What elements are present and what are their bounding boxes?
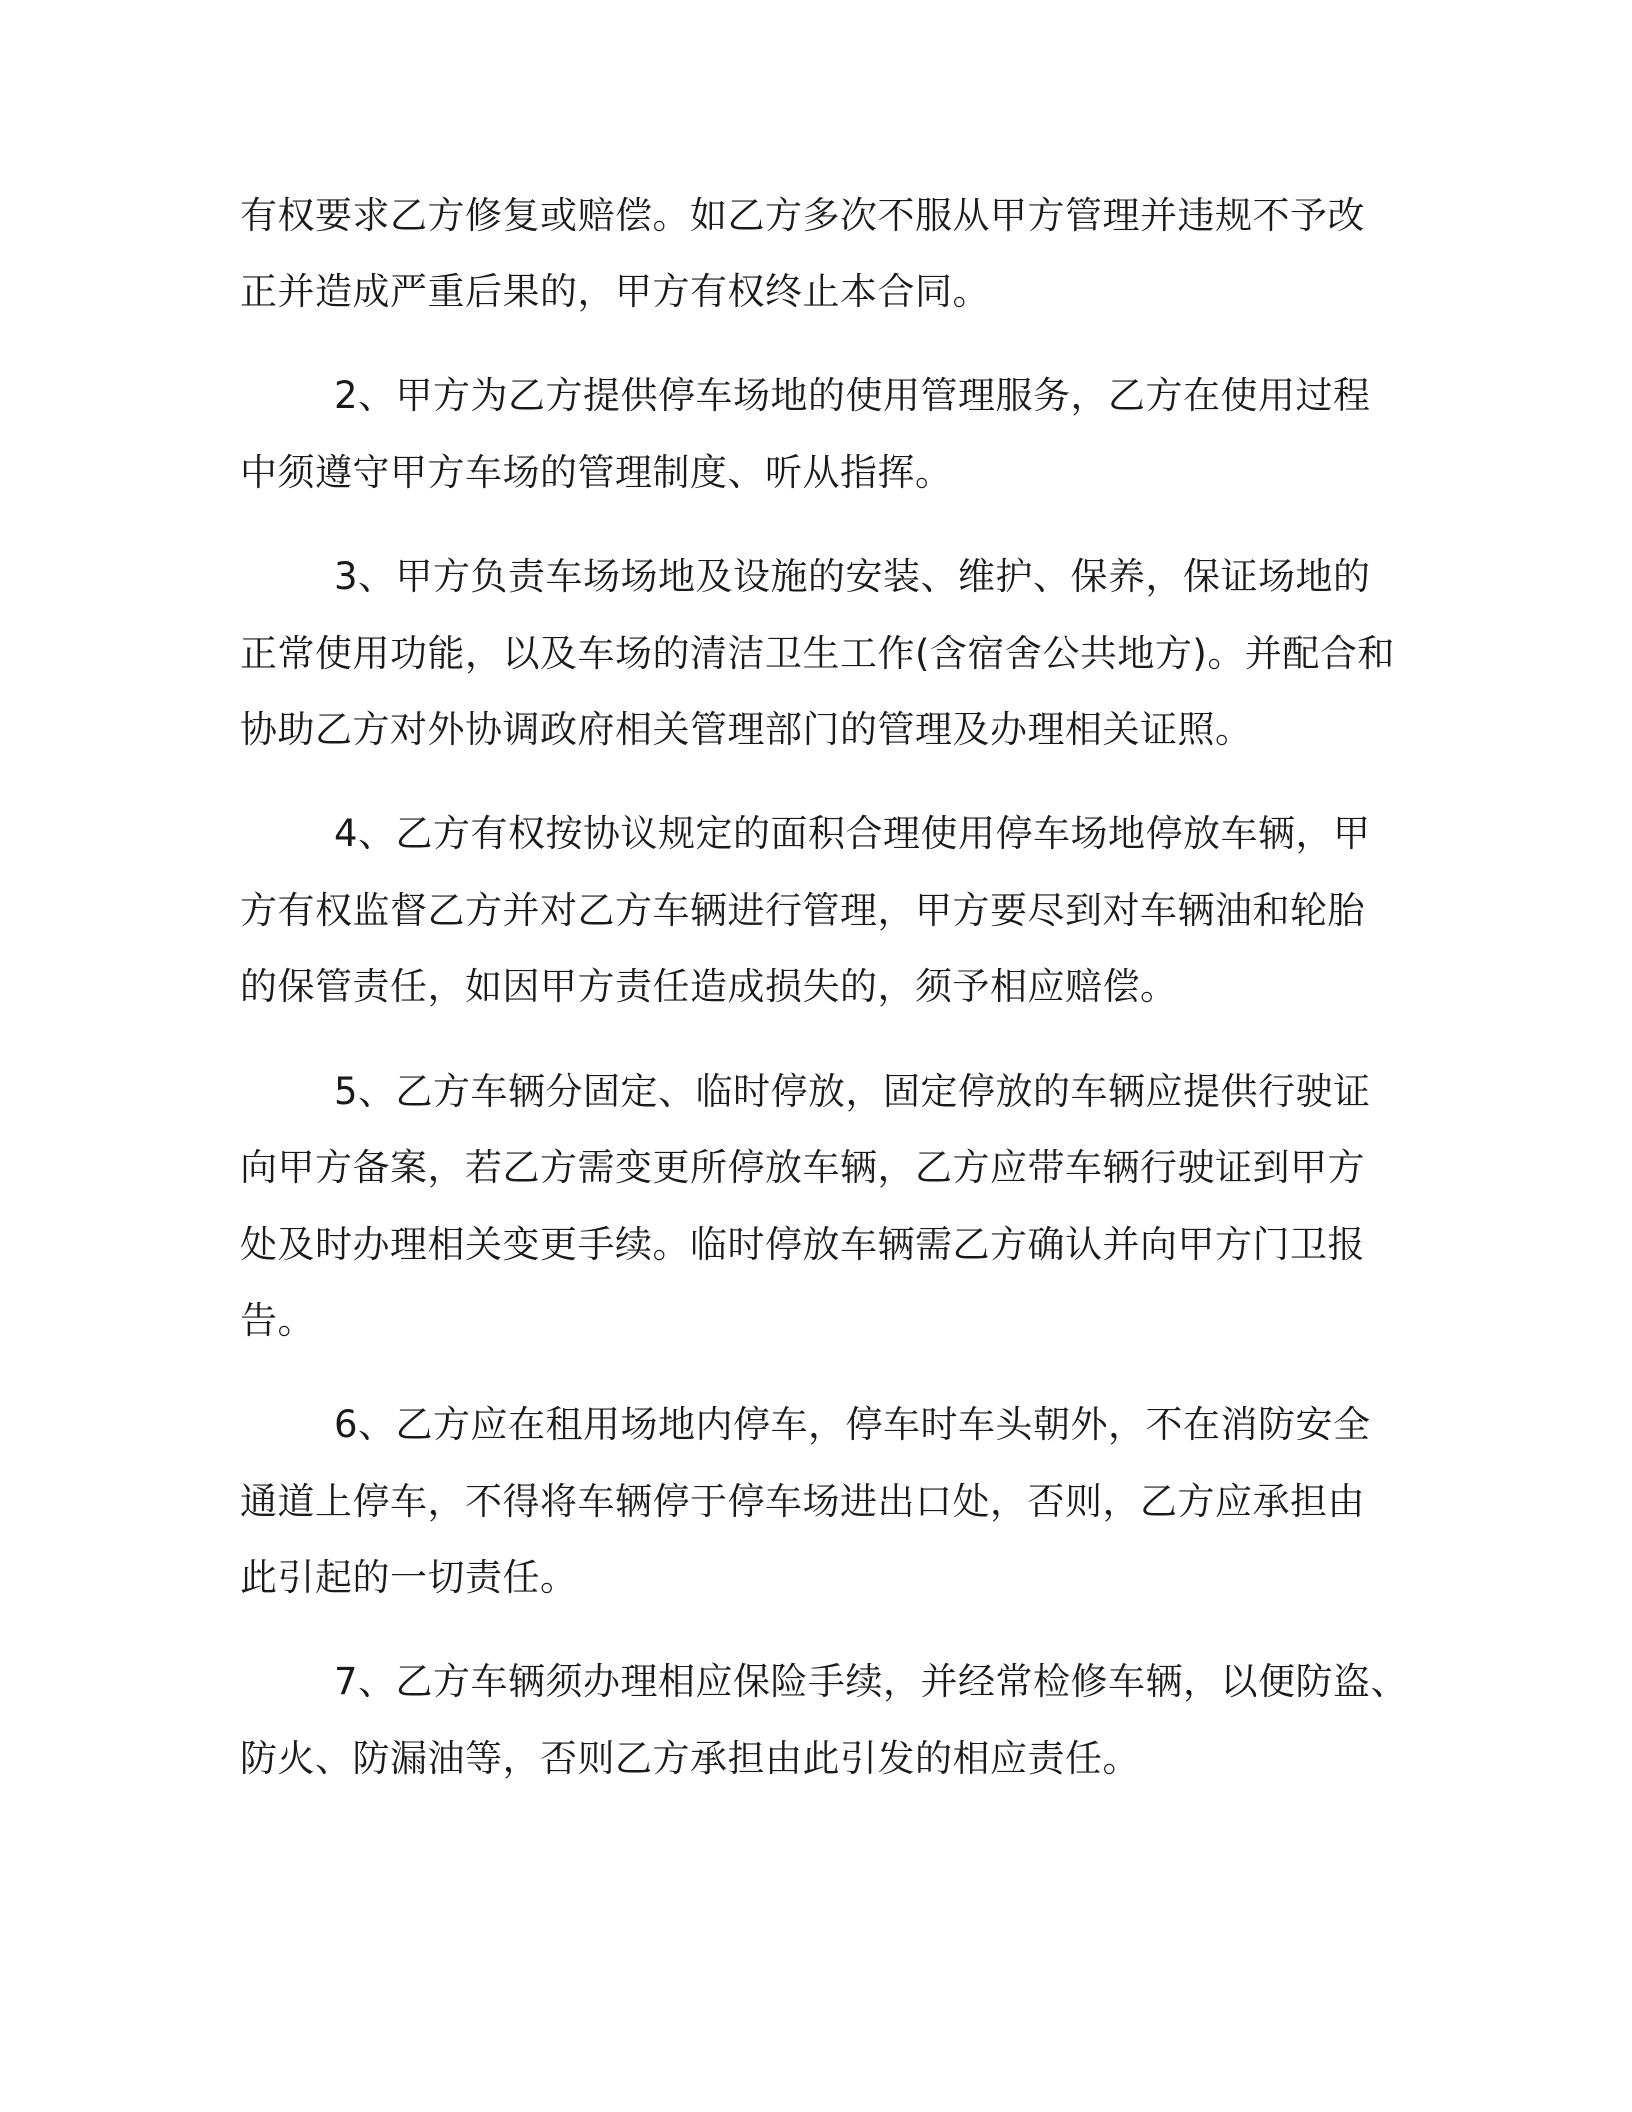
- paragraph-3-line-3: 协助乙方对外协调政府相关管理部门的管理及办理相关证照。: [240, 708, 1253, 751]
- paragraph-6-line-2: 通道上停车，不得将车辆停于停车场进出口处，否则，乙方应承担由: [240, 1480, 1365, 1523]
- paragraph-4-line-2: 方有权监督乙方并对乙方车辆进行管理，甲方要尽到对车辆油和轮胎: [240, 889, 1365, 932]
- paragraph-6-line-3: 此引起的一切责任。: [240, 1556, 578, 1599]
- paragraph-7-line-1: 7、乙方车辆须办理相应保险手续，并经常检修车辆，以便防盗、: [334, 1660, 1409, 1703]
- paragraph-3-line-1: 3、甲方负责车场场地及设施的安装、维护、保养，保证场地的: [334, 555, 1371, 598]
- paragraph-4-line-1: 4、乙方有权按协议规定的面积合理使用停车场地停放车辆，甲: [334, 812, 1371, 855]
- paragraph-1-line-2: 正并造成严重后果的，甲方有权终止本合同。: [240, 270, 990, 313]
- paragraph-5-line-1: 5、乙方车辆分固定、临时停放，固定停放的车辆应提供行驶证: [334, 1070, 1371, 1113]
- paragraph-5-line-3: 处及时办理相关变更手续。临时停放车辆需乙方确认并向甲方门卫报: [240, 1223, 1365, 1266]
- paragraph-5-line-2: 向甲方备案，若乙方需变更所停放车辆，乙方应带车辆行驶证到甲方: [240, 1146, 1365, 1189]
- paragraph-2-line-2: 中须遵守甲方车场的管理制度、听从指挥。: [240, 451, 953, 494]
- paragraph-5-line-4: 告。: [240, 1299, 315, 1342]
- paragraph-3-line-2: 正常使用功能，以及车场的清洁卫生工作(含宿舍公共地方)。并配合和: [240, 632, 1395, 675]
- paragraph-7-line-2: 防火、防漏油等，否则乙方承担由此引发的相应责任。: [240, 1737, 1140, 1780]
- paragraph-6-line-1: 6、乙方应在租用场地内停车，停车时车头朝外，不在消防安全: [334, 1403, 1371, 1446]
- paragraph-1-line-1: 有权要求乙方修复或赔偿。如乙方多次不服从甲方管理并违规不予改: [240, 194, 1365, 237]
- paragraph-4-line-3: 的保管责任，如因甲方责任造成损失的，须予相应赔偿。: [240, 965, 1178, 1008]
- paragraph-2-line-1: 2、甲方为乙方提供停车场地的使用管理服务，乙方在使用过程: [334, 374, 1371, 417]
